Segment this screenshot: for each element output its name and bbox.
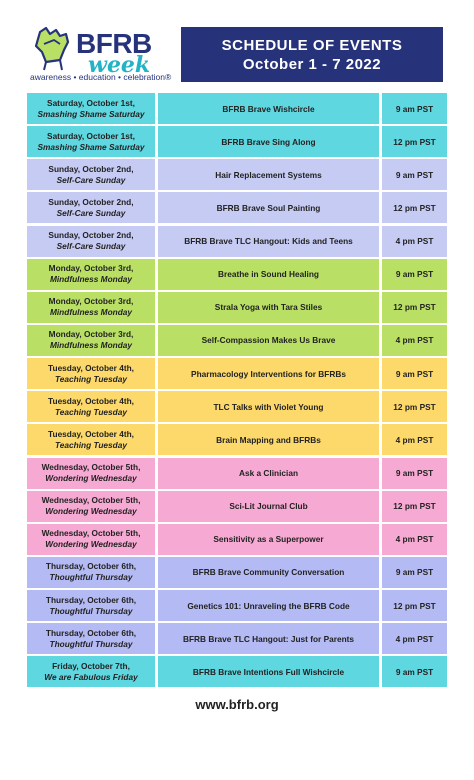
event-time: 12 pm PST [382,491,447,522]
schedule-row [27,192,447,223]
event-time: 4 pm PST [382,524,447,555]
day-theme: Teaching Tuesday [55,373,127,384]
day-cell [27,491,155,522]
day-cell [27,590,155,621]
event-name: BFRB Brave Community Conversation [158,557,379,588]
event-name: Sci-Lit Journal Club [158,491,379,522]
event-name: Genetics 101: Unraveling the BFRB Code [158,590,379,621]
schedule-row [27,524,447,555]
event-name: Hair Replacement Systems [158,159,379,190]
schedule-row [27,126,447,157]
day-theme: Thoughtful Thursday [49,572,133,583]
event-time: 4 pm PST [382,226,447,257]
schedule-table [27,93,447,690]
day-label: Sunday, October 2nd, [48,196,134,207]
day-theme: Smashing Shame Saturday [37,108,145,119]
event-name: Pharmacology Interventions for BFRBs [158,358,379,389]
raised-fist-icon [30,26,74,72]
event-time: 4 pm PST [382,325,447,356]
event-name: Sensitivity as a Superpower [158,524,379,555]
day-theme: Self-Care Sunday [56,174,126,185]
day-cell [27,424,155,455]
day-cell [27,192,155,223]
day-label: Tuesday, October 4th, [48,428,134,439]
day-cell [27,126,155,157]
day-label: Thursday, October 6th, [45,594,137,605]
schedule-row [27,391,447,422]
schedule-row [27,656,447,687]
schedule-row [27,424,447,455]
day-theme: Wondering Wednesday [45,473,137,484]
event-time: 9 am PST [382,358,447,389]
event-name: BFRB Brave Intentions Full Wishcircle [158,656,379,687]
logo-tagline: awareness • education • celebration® [30,72,172,82]
day-label: Monday, October 3rd, [48,329,134,340]
schedule-row [27,226,447,257]
event-name: BFRB Brave Wishcircle [158,93,379,124]
day-theme: Wondering Wednesday [45,539,137,550]
event-time: 12 pm PST [382,292,447,323]
day-cell [27,391,155,422]
day-label: Sunday, October 2nd, [48,163,134,174]
day-theme: Wondering Wednesday [45,506,137,517]
event-time: 12 pm PST [382,391,447,422]
schedule-title: SCHEDULE OF EVENTS [221,37,403,54]
event-time: 12 pm PST [382,126,447,157]
event-time: 9 am PST [382,159,447,190]
day-theme: Self-Care Sunday [56,241,126,252]
day-theme: Smashing Shame Saturday [37,141,145,152]
day-label: Friday, October 7th, [52,660,130,671]
schedule-dates: October 1 - 7 2022 [242,56,382,73]
day-cell [27,93,155,124]
day-label: Monday, October 3rd, [48,296,134,307]
website-link[interactable]: www.bfrb.org [195,697,279,712]
event-name: BFRB Brave TLC Hangout: Just for Parents [158,623,379,654]
day-theme: Thoughtful Thursday [49,605,133,616]
schedule-row [27,590,447,621]
event-name: BFRB Brave Soul Painting [158,192,379,223]
event-time: 9 am PST [382,557,447,588]
event-time: 9 am PST [382,656,447,687]
day-cell [27,458,155,489]
schedule-row [27,325,447,356]
event-name: Brain Mapping and BFRBs [158,424,379,455]
schedule-row [27,491,447,522]
event-time: 4 pm PST [382,623,447,654]
day-label: Tuesday, October 4th, [48,395,134,406]
event-time: 9 am PST [382,259,447,290]
day-cell [27,259,155,290]
day-label: Tuesday, October 4th, [48,362,134,373]
day-label: Thursday, October 6th, [45,627,137,638]
schedule-header [181,27,443,82]
day-theme: Teaching Tuesday [55,406,127,417]
schedule-row [27,93,447,124]
logo-week: week [88,52,151,78]
day-theme: Teaching Tuesday [55,439,127,450]
event-name: BFRB Brave TLC Hangout: Kids and Teens [158,226,379,257]
schedule-row [27,557,447,588]
event-time: 12 pm PST [382,192,447,223]
day-label: Monday, October 3rd, [48,263,134,274]
schedule-row [27,358,447,389]
event-name: Strala Yoga with Tara Stiles [158,292,379,323]
day-label: Wednesday, October 5th, [41,495,141,506]
event-time: 9 am PST [382,93,447,124]
event-name: Breathe in Sound Healing [158,259,379,290]
event-time: 9 am PST [382,458,447,489]
logo-title: BFRB [76,28,152,59]
day-cell [27,226,155,257]
bfrb-week-logo [30,26,180,86]
day-label: Saturday, October 1st, [47,97,135,108]
day-cell [27,358,155,389]
day-label: Saturday, October 1st, [47,130,135,141]
event-time: 12 pm PST [382,590,447,621]
day-label: Thursday, October 6th, [45,561,137,572]
day-cell [27,159,155,190]
day-cell [27,557,155,588]
day-theme: Mindfulness Monday [49,274,133,285]
day-label: Sunday, October 2nd, [48,230,134,241]
day-theme: Thoughtful Thursday [49,638,133,649]
event-name: Ask a Clinician [158,458,379,489]
event-time: 4 pm PST [382,424,447,455]
day-cell [27,656,155,687]
event-name: Self-Compassion Makes Us Brave [158,325,379,356]
day-theme: Self-Care Sunday [56,207,126,218]
day-theme: We are Fabulous Friday [44,671,138,682]
day-cell [27,623,155,654]
day-cell [27,325,155,356]
day-label: Wednesday, October 5th, [41,462,141,473]
event-name: TLC Talks with Violet Young [158,391,379,422]
day-cell [27,292,155,323]
schedule-row [27,259,447,290]
schedule-row [27,159,447,190]
schedule-row [27,292,447,323]
day-theme: Mindfulness Monday [49,340,133,351]
schedule-row [27,623,447,654]
event-name: BFRB Brave Sing Along [158,126,379,157]
day-theme: Mindfulness Monday [49,307,133,318]
schedule-row [27,458,447,489]
day-label: Wednesday, October 5th, [41,528,141,539]
day-cell [27,524,155,555]
